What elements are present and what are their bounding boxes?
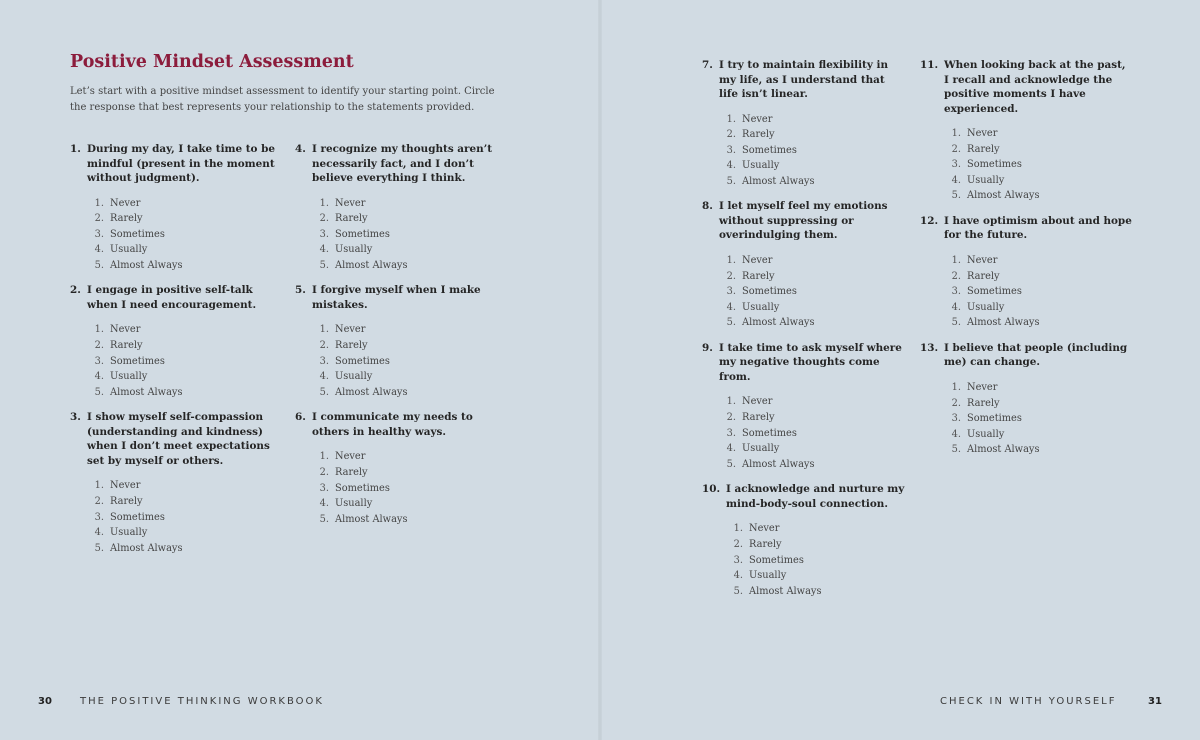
- question-number: 12.: [920, 214, 939, 227]
- answer-option[interactable]: [726, 568, 907, 584]
- answer-option-label: Rarely: [967, 270, 1000, 282]
- question-heading: [702, 199, 907, 243]
- answer-option-label: Never: [967, 254, 998, 266]
- answer-option-number: 4 .: [87, 242, 110, 258]
- answer-option[interactable]: [719, 457, 907, 473]
- question-number: 6.: [295, 411, 306, 424]
- answer-option[interactable]: [944, 284, 1132, 300]
- answer-option-number: 3 .: [719, 143, 742, 159]
- answer-option[interactable]: [87, 541, 275, 557]
- answer-option[interactable]: [719, 284, 907, 300]
- answer-option-label: Usually: [335, 371, 373, 383]
- column-1: [70, 142, 275, 566]
- answer-option[interactable]: [719, 158, 907, 174]
- answer-option[interactable]: [87, 242, 275, 258]
- answer-option[interactable]: [944, 253, 1132, 269]
- page-title: Positive Mindset Assessment: [70, 52, 354, 72]
- answer-option[interactable]: [944, 411, 1132, 427]
- answer-option-number: 3 .: [944, 411, 967, 427]
- question-number: 3.: [70, 411, 81, 424]
- question-text: I have optimism about and hope for the future.: [944, 214, 1132, 242]
- answer-option-label: Never: [335, 324, 366, 336]
- question: [702, 199, 907, 330]
- answer-option-number: 1 .: [719, 112, 742, 128]
- answer-option[interactable]: [312, 338, 495, 354]
- answer-option-number: 1 .: [312, 449, 335, 465]
- answer-option[interactable]: [726, 521, 907, 537]
- answer-options: [295, 449, 495, 527]
- answer-option-number: 3 .: [726, 553, 749, 569]
- answer-option[interactable]: [726, 553, 907, 569]
- answer-option-number: 4 .: [312, 496, 335, 512]
- answer-option[interactable]: [87, 338, 275, 354]
- running-footer-left: THE POSITIVE THINKING WORKBOOK: [80, 696, 324, 707]
- answer-option[interactable]: [312, 385, 495, 401]
- answer-option-label: Never: [110, 197, 141, 209]
- answer-option-label: Sometimes: [335, 228, 390, 240]
- answer-option-number: 5 .: [312, 258, 335, 274]
- answer-option-number: 1 .: [719, 394, 742, 410]
- answer-options: [920, 380, 1132, 458]
- answer-option-number: 1 .: [719, 253, 742, 269]
- answer-option[interactable]: [87, 354, 275, 370]
- answer-option-label: Almost Always: [742, 175, 815, 187]
- answer-option-number: 4 .: [312, 369, 335, 385]
- page-number-right: 31: [1148, 696, 1162, 707]
- answer-option[interactable]: [312, 496, 495, 512]
- answer-option-number: 1 .: [87, 322, 110, 338]
- answer-option-label: Sometimes: [110, 511, 165, 523]
- answer-option-number: 3 .: [719, 426, 742, 442]
- question: [70, 142, 275, 273]
- answer-option-label: Usually: [335, 498, 373, 510]
- answer-option-label: Never: [110, 480, 141, 492]
- answer-option-label: Usually: [967, 428, 1005, 440]
- answer-option-number: 3 .: [312, 354, 335, 370]
- question: [920, 58, 1132, 204]
- answer-options: [702, 112, 907, 190]
- answer-option-label: Sometimes: [742, 144, 797, 156]
- answer-option[interactable]: [312, 481, 495, 497]
- answer-option[interactable]: [944, 396, 1132, 412]
- question-text: During my day, I take time to be mindful (present in the moment without judgment).: [87, 143, 275, 184]
- answer-option[interactable]: [87, 525, 275, 541]
- answer-option-number: 2 .: [312, 211, 335, 227]
- answer-option-number: 3 .: [719, 284, 742, 300]
- answer-option-number: 2 .: [944, 142, 967, 158]
- answer-option-label: Never: [742, 113, 773, 125]
- answer-option-number: 2 .: [719, 410, 742, 426]
- answer-option-number: 1 .: [312, 322, 335, 338]
- answer-option[interactable]: [719, 394, 907, 410]
- answer-option[interactable]: [719, 410, 907, 426]
- answer-option-label: Almost Always: [742, 458, 815, 470]
- answer-option[interactable]: [719, 426, 907, 442]
- answer-option-label: Rarely: [742, 129, 775, 141]
- question: [70, 283, 275, 400]
- answer-option[interactable]: [719, 112, 907, 128]
- question-text: I forgive myself when I make mistakes.: [312, 284, 481, 311]
- question: [295, 283, 495, 400]
- answer-option[interactable]: [312, 211, 495, 227]
- answer-option[interactable]: [719, 174, 907, 190]
- answer-option[interactable]: [87, 322, 275, 338]
- answer-option-number: 4 .: [944, 173, 967, 189]
- question-heading: [702, 58, 907, 102]
- question: [295, 410, 495, 527]
- question-heading: [702, 341, 907, 385]
- answer-option-number: 3 .: [944, 157, 967, 173]
- question-text: I engage in positive self-talk when I need encouragement.: [87, 284, 257, 311]
- intro-text: Let’s start with a positive mindset assessment to identify your starting point. Circle the response that best represents your relationship to the statements provided.: [70, 86, 495, 113]
- answer-option-label: Sometimes: [967, 286, 1022, 298]
- answer-options: [920, 253, 1132, 331]
- answer-option-number: 2 .: [719, 269, 742, 285]
- answer-option-label: Usually: [749, 570, 787, 582]
- answer-option-number: 1 .: [726, 521, 749, 537]
- answer-option[interactable]: [719, 143, 907, 159]
- answer-option-label: Usually: [742, 301, 780, 313]
- answer-options: [70, 196, 275, 274]
- answer-option-number: 4 .: [719, 300, 742, 316]
- running-footer-right: CHECK IN WITH YOURSELF: [940, 696, 1117, 707]
- answer-option-label: Almost Always: [742, 317, 815, 329]
- question-number: 9.: [702, 341, 713, 354]
- question-heading: [295, 283, 495, 312]
- answer-options: [702, 253, 907, 331]
- question-text: I recognize my thoughts aren’t necessarily fact, and I don’t believe everything I think.: [312, 143, 493, 184]
- answer-option-label: Never: [742, 254, 773, 266]
- answer-option-label: Rarely: [749, 539, 782, 550]
- answer-option-number: 4 .: [719, 441, 742, 457]
- answer-option[interactable]: [719, 269, 907, 285]
- answer-option-number: 4 .: [726, 568, 749, 584]
- answer-option[interactable]: [312, 196, 495, 212]
- question-heading: [70, 283, 275, 312]
- answer-option-label: Usually: [110, 527, 148, 539]
- question-heading: [920, 341, 1132, 370]
- answer-option[interactable]: [312, 369, 495, 385]
- answer-option-label: Never: [110, 324, 141, 336]
- answer-option-label: Never: [967, 128, 998, 139]
- answer-option-label: Almost Always: [967, 444, 1040, 456]
- answer-option-label: Sometimes: [967, 159, 1022, 171]
- answer-option[interactable]: [719, 315, 907, 331]
- answer-option[interactable]: [312, 227, 495, 243]
- answer-option-label: Rarely: [110, 213, 143, 225]
- answer-options: [702, 521, 907, 599]
- answer-option-number: 4 .: [312, 242, 335, 258]
- question: [920, 341, 1132, 458]
- question-number: 11.: [920, 59, 939, 71]
- page-number-left: 30: [38, 696, 52, 707]
- answer-option-label: Rarely: [742, 270, 775, 282]
- answer-option[interactable]: [944, 173, 1132, 189]
- question-number: 2.: [70, 284, 81, 297]
- question-number: 10.: [702, 483, 721, 496]
- question-text: I take time to ask myself where my negative thoughts come from.: [719, 341, 902, 383]
- answer-option-number: 5 .: [719, 315, 742, 331]
- question: [702, 482, 907, 599]
- answer-option-number: 5 .: [87, 385, 110, 401]
- answer-option-label: Rarely: [967, 143, 1000, 155]
- answer-option[interactable]: [944, 142, 1132, 158]
- answer-option[interactable]: [944, 315, 1132, 331]
- answer-option-label: Rarely: [742, 412, 775, 424]
- question-heading: [70, 410, 275, 468]
- answer-option-label: Never: [967, 381, 998, 393]
- question-heading: [70, 142, 275, 186]
- answer-option-number: 5 .: [726, 584, 749, 600]
- question: [295, 142, 495, 273]
- question-number: 1.: [70, 143, 81, 155]
- answer-option[interactable]: [944, 126, 1132, 142]
- answer-option-number: 1 .: [944, 126, 967, 142]
- answer-option[interactable]: [312, 322, 495, 338]
- answer-option[interactable]: [87, 258, 275, 274]
- question-text: I believe that people (including me) can change.: [944, 341, 1128, 369]
- answer-options: [920, 126, 1132, 204]
- answer-option-label: Sometimes: [110, 355, 165, 367]
- question-text: I let myself feel my emotions without suppressing or overindulging them.: [719, 200, 888, 242]
- question-number: 8.: [702, 200, 713, 213]
- answer-option-number: 4 .: [87, 525, 110, 541]
- answer-option[interactable]: [719, 127, 907, 143]
- answer-option-number: 1 .: [87, 478, 110, 494]
- answer-option-number: 3 .: [944, 284, 967, 300]
- question: [920, 214, 1132, 331]
- answer-option-label: Usually: [335, 244, 373, 256]
- answer-option[interactable]: [944, 300, 1132, 316]
- answer-option[interactable]: [87, 510, 275, 526]
- answer-option-label: Never: [335, 451, 366, 463]
- answer-option-number: 5 .: [719, 457, 742, 473]
- answer-options: [295, 196, 495, 274]
- answer-option-label: Almost Always: [335, 259, 408, 271]
- answer-option[interactable]: [719, 253, 907, 269]
- question-heading: [295, 410, 495, 439]
- answer-option-number: 5 .: [944, 442, 967, 458]
- answer-option[interactable]: [726, 584, 907, 600]
- question-text: I try to maintain flexibility in my life, as I understand that life isn’t linear.: [719, 59, 889, 100]
- answer-options: [70, 322, 275, 400]
- answer-options: [702, 394, 907, 472]
- answer-option[interactable]: [312, 258, 495, 274]
- answer-option[interactable]: [944, 380, 1132, 396]
- answer-option-number: 5 .: [312, 385, 335, 401]
- answer-option[interactable]: [944, 442, 1132, 458]
- answer-option[interactable]: [87, 369, 275, 385]
- answer-option[interactable]: [87, 227, 275, 243]
- answer-option-number: 4 .: [944, 300, 967, 316]
- answer-option-label: Usually: [110, 371, 148, 383]
- answer-option[interactable]: [312, 465, 495, 481]
- question-text: I show myself self-compassion (understanding and kindness) when I don’t meet expectations set by myself or others.: [87, 411, 270, 467]
- answer-option-label: Almost Always: [967, 317, 1040, 329]
- column-2: [295, 142, 495, 537]
- answer-option-number: 3 .: [87, 354, 110, 370]
- question-number: 4.: [295, 143, 306, 155]
- answer-option-number: 2 .: [312, 465, 335, 481]
- answer-option-label: Usually: [742, 443, 780, 455]
- question-heading: [295, 142, 495, 186]
- answer-option-label: Almost Always: [335, 386, 408, 398]
- answer-option-label: Rarely: [967, 397, 1000, 409]
- answer-option-label: Almost Always: [967, 190, 1040, 202]
- answer-option-label: Sometimes: [335, 482, 390, 494]
- answer-option-number: 5 .: [87, 258, 110, 274]
- answer-option-number: 5 .: [312, 512, 335, 528]
- question-heading: [920, 214, 1132, 243]
- answer-option-number: 2 .: [944, 396, 967, 412]
- answer-option-label: Rarely: [335, 340, 368, 352]
- answer-option-number: 3 .: [312, 227, 335, 243]
- answer-option[interactable]: [944, 157, 1132, 173]
- answer-option-number: 3 .: [87, 510, 110, 526]
- answer-option-number: 2 .: [719, 127, 742, 143]
- answer-option[interactable]: [312, 449, 495, 465]
- answer-option-number: 2 .: [944, 269, 967, 285]
- question-text: I communicate my needs to others in healthy ways.: [312, 411, 473, 438]
- answer-option-number: 2 .: [726, 537, 749, 553]
- answer-options: [70, 478, 275, 556]
- answer-option-number: 3 .: [87, 227, 110, 243]
- answer-option-label: Sometimes: [749, 554, 804, 566]
- answer-option[interactable]: [87, 211, 275, 227]
- answer-option-label: Usually: [742, 160, 780, 172]
- answer-option-number: 5 .: [944, 315, 967, 331]
- question: [702, 58, 907, 189]
- answer-option-number: 1 .: [312, 196, 335, 212]
- answer-option[interactable]: [87, 385, 275, 401]
- answer-option-label: Rarely: [110, 496, 143, 508]
- answer-option-number: 1 .: [87, 196, 110, 212]
- answer-option-number: 3 .: [312, 481, 335, 497]
- answer-option[interactable]: [87, 478, 275, 494]
- answer-option[interactable]: [944, 427, 1132, 443]
- answer-option[interactable]: [87, 494, 275, 510]
- question: [70, 410, 275, 556]
- question-text: When looking back at the past, I recall and acknowledge the positive moments I have experienced.: [944, 59, 1126, 115]
- answer-option-label: Usually: [967, 174, 1005, 186]
- answer-option-label: Rarely: [110, 340, 143, 352]
- answer-option[interactable]: [312, 242, 495, 258]
- answer-option-label: Never: [335, 197, 366, 209]
- answer-option-label: Almost Always: [110, 542, 183, 554]
- answer-option[interactable]: [944, 269, 1132, 285]
- answer-option-number: 5 .: [87, 541, 110, 557]
- answer-option-label: Sometimes: [742, 286, 797, 298]
- answer-option-label: Never: [749, 523, 780, 535]
- answer-option[interactable]: [719, 300, 907, 316]
- answer-option[interactable]: [944, 188, 1132, 204]
- answer-options: [295, 322, 495, 400]
- question-heading: [920, 58, 1132, 116]
- answer-option[interactable]: [719, 441, 907, 457]
- answer-option-number: 2 .: [87, 211, 110, 227]
- question-number: 5.: [295, 284, 306, 297]
- answer-option-label: Usually: [110, 244, 148, 256]
- answer-option-number: 5 .: [719, 174, 742, 190]
- answer-option-number: 2 .: [87, 494, 110, 510]
- answer-option-number: 2 .: [87, 338, 110, 354]
- answer-option-label: Almost Always: [749, 585, 822, 597]
- answer-option-number: 1 .: [944, 380, 967, 396]
- answer-option-label: Almost Always: [110, 386, 183, 398]
- answer-option[interactable]: [312, 354, 495, 370]
- question-heading: [702, 482, 907, 511]
- answer-option[interactable]: [87, 196, 275, 212]
- answer-option-number: 2 .: [312, 338, 335, 354]
- answer-option-label: Almost Always: [110, 259, 183, 271]
- answer-option[interactable]: [312, 512, 495, 528]
- right-page: [600, 0, 1200, 740]
- question-number: 13.: [920, 341, 939, 354]
- column-4: [920, 58, 1132, 468]
- answer-option[interactable]: [726, 537, 907, 553]
- answer-option-number: 1 .: [944, 253, 967, 269]
- answer-option-number: 4 .: [719, 158, 742, 174]
- answer-option-label: Sometimes: [110, 228, 165, 240]
- answer-option-label: Sometimes: [335, 355, 390, 367]
- answer-option-label: Rarely: [335, 213, 368, 225]
- answer-option-label: Never: [742, 396, 773, 408]
- question-number: 7.: [702, 59, 713, 71]
- answer-option-label: Sometimes: [967, 413, 1022, 425]
- column-3: [702, 58, 907, 609]
- answer-option-label: Rarely: [335, 467, 368, 479]
- question: [702, 341, 907, 472]
- answer-option-label: Almost Always: [335, 513, 408, 525]
- answer-option-number: 4 .: [87, 369, 110, 385]
- answer-option-number: 5 .: [944, 188, 967, 204]
- answer-option-label: Sometimes: [742, 427, 797, 439]
- answer-option-label: Usually: [967, 301, 1005, 313]
- answer-option-number: 4 .: [944, 427, 967, 443]
- question-text: I acknowledge and nurture my mind-body-soul connection.: [726, 483, 905, 510]
